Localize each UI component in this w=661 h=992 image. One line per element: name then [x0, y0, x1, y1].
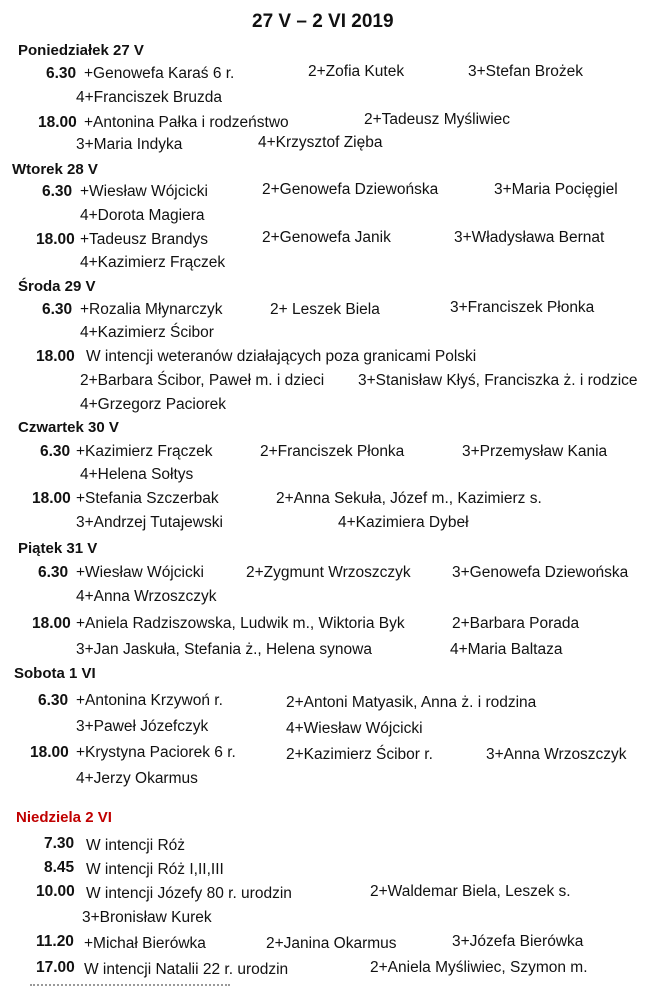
intention: 4+Helena Sołtys — [80, 466, 194, 483]
intention: 3+Jan Jaskuła, Stefania ż., Helena synowa — [76, 641, 372, 658]
intention: 2+Anna Sekuła, Józef m., Kazimierz s. — [276, 490, 542, 507]
intention: 3+Przemysław Kania — [462, 443, 608, 460]
intention: +Aniela Radziszowska, Ludwik m., Wiktoria Byk — [76, 615, 405, 632]
mass-time: 6.30 — [42, 183, 73, 200]
mass-time: 7.30 — [44, 835, 75, 852]
intention: 2+Aniela Myśliwiec, Szymon m. — [370, 959, 588, 976]
mass-time: 6.30 — [40, 443, 71, 460]
intention: +Wiesław Wójcicki — [80, 183, 208, 200]
day-heading: Środa 29 V — [18, 278, 96, 295]
intention: 2+Kazimierz Ścibor r. — [286, 746, 433, 763]
intention: 4+Kazimierz Ścibor — [80, 324, 214, 341]
mass-time: 18.00 — [36, 231, 75, 248]
intention: 2+Antoni Matyasik, Anna ż. i rodzina — [286, 694, 537, 711]
intention: +Kazimierz Frączek — [76, 443, 213, 460]
intention: 3+Józefa Bierówka — [452, 933, 584, 950]
mass-time: 18.00 — [38, 114, 77, 131]
mass-time: 6.30 — [38, 692, 69, 709]
intention: +Rozalia Młynarczyk — [80, 301, 223, 318]
mass-time: 18.00 — [36, 348, 75, 365]
intention: W intencji Róż I,II,III — [86, 861, 224, 878]
intention: W intencji Róż — [86, 837, 186, 854]
intention: 3+Paweł Józefczyk — [76, 718, 209, 735]
intention: 2+Tadeusz Myśliwiec — [364, 111, 511, 128]
intention: 2+Genowefa Janik — [262, 229, 391, 246]
intention: 4+Maria Baltaza — [450, 641, 563, 658]
page-title: 27 V – 2 VI 2019 — [252, 11, 394, 32]
intention: 4+Grzegorz Paciorek — [80, 396, 227, 413]
mass-time: 6.30 — [46, 65, 77, 82]
mass-time: 6.30 — [38, 564, 69, 581]
mass-time: 18.00 — [32, 615, 71, 632]
mass-time: 17.00 — [36, 959, 75, 976]
day-heading: Poniedziałek 27 V — [18, 42, 144, 59]
intention: W intencji weteranów działających poza granicami Polski — [86, 348, 477, 365]
intention: 2+Waldemar Biela, Leszek s. — [370, 883, 571, 900]
mass-time: 18.00 — [32, 490, 71, 507]
intention: 2+Barbara Ścibor, Paweł m. i dzieci — [80, 372, 325, 389]
day-heading: Wtorek 28 V — [12, 161, 98, 178]
intention: 4+Anna Wrzoszczyk — [76, 588, 217, 605]
intention: 3+Władysława Bernat — [454, 229, 605, 246]
day-heading: Sobota 1 VI — [14, 665, 96, 682]
intention: W intencji Natalii 22 r. urodzin — [84, 961, 289, 978]
intention: +Krystyna Paciorek 6 r. — [76, 744, 236, 761]
intention: 4+Kazimierz Frączek — [80, 254, 226, 271]
mass-time: 10.00 — [36, 883, 75, 900]
intention: +Wiesław Wójcicki — [76, 564, 204, 581]
intention: 3+Bronisław Kurek — [82, 909, 212, 926]
intention: 3+Anna Wrzoszczyk — [486, 746, 627, 763]
intention: 2+Franciszek Płonka — [260, 443, 405, 460]
intention: 2+Zygmunt Wrzoszczyk — [246, 564, 411, 581]
intention: +Antonina Krzywoń r. — [76, 692, 223, 709]
intention: 2+ Leszek Biela — [270, 301, 380, 318]
intention: +Stefania Szczerbak — [76, 490, 219, 507]
intention: 2+Janina Okarmus — [266, 935, 397, 952]
intention: 3+Stefan Brożek — [468, 63, 584, 80]
mass-time: 8.45 — [44, 859, 75, 876]
intention: 4+Kazimiera Dybeł — [338, 514, 469, 531]
mass-time: 6.30 — [42, 301, 73, 318]
intention: 4+Krzysztof Zięba — [258, 134, 383, 151]
intention: 3+Stanisław Kłyś, Franciszka ż. i rodzice — [358, 372, 638, 389]
intention: 4+Franciszek Bruzda — [76, 89, 223, 106]
intention: 3+Maria Pocięgiel — [494, 181, 618, 198]
intention: 2+Barbara Porada — [452, 615, 580, 632]
cut-off-line — [30, 984, 230, 992]
intention: 2+Zofia Kutek — [308, 63, 405, 80]
day-heading: Piątek 31 V — [18, 540, 98, 557]
sunday-heading: Niedziela 2 VI — [16, 809, 112, 826]
mass-time: 11.20 — [36, 933, 74, 950]
intention: +Tadeusz Brandys — [80, 231, 208, 248]
intention: +Antonina Pałka i rodzeństwo — [84, 114, 289, 131]
intention: +Genowefa Karaś 6 r. — [84, 65, 235, 82]
intention: +Michał Bierówka — [84, 935, 206, 952]
intention: 3+Maria Indyka — [76, 136, 183, 153]
intention: W intencji Józefy 80 r. urodzin — [86, 885, 292, 902]
day-heading: Czwartek 30 V — [18, 419, 119, 436]
intention: 2+Genowefa Dziewońska — [262, 181, 439, 198]
intention: 3+Andrzej Tutajewski — [76, 514, 223, 531]
mass-time: 18.00 — [30, 744, 69, 761]
intention: 4+Dorota Magiera — [80, 207, 205, 224]
intention: 4+Wiesław Wójcicki — [286, 720, 423, 737]
intention: 3+Genowefa Dziewońska — [452, 564, 629, 581]
intention: 3+Franciszek Płonka — [450, 299, 595, 316]
intention: 4+Jerzy Okarmus — [76, 770, 198, 787]
